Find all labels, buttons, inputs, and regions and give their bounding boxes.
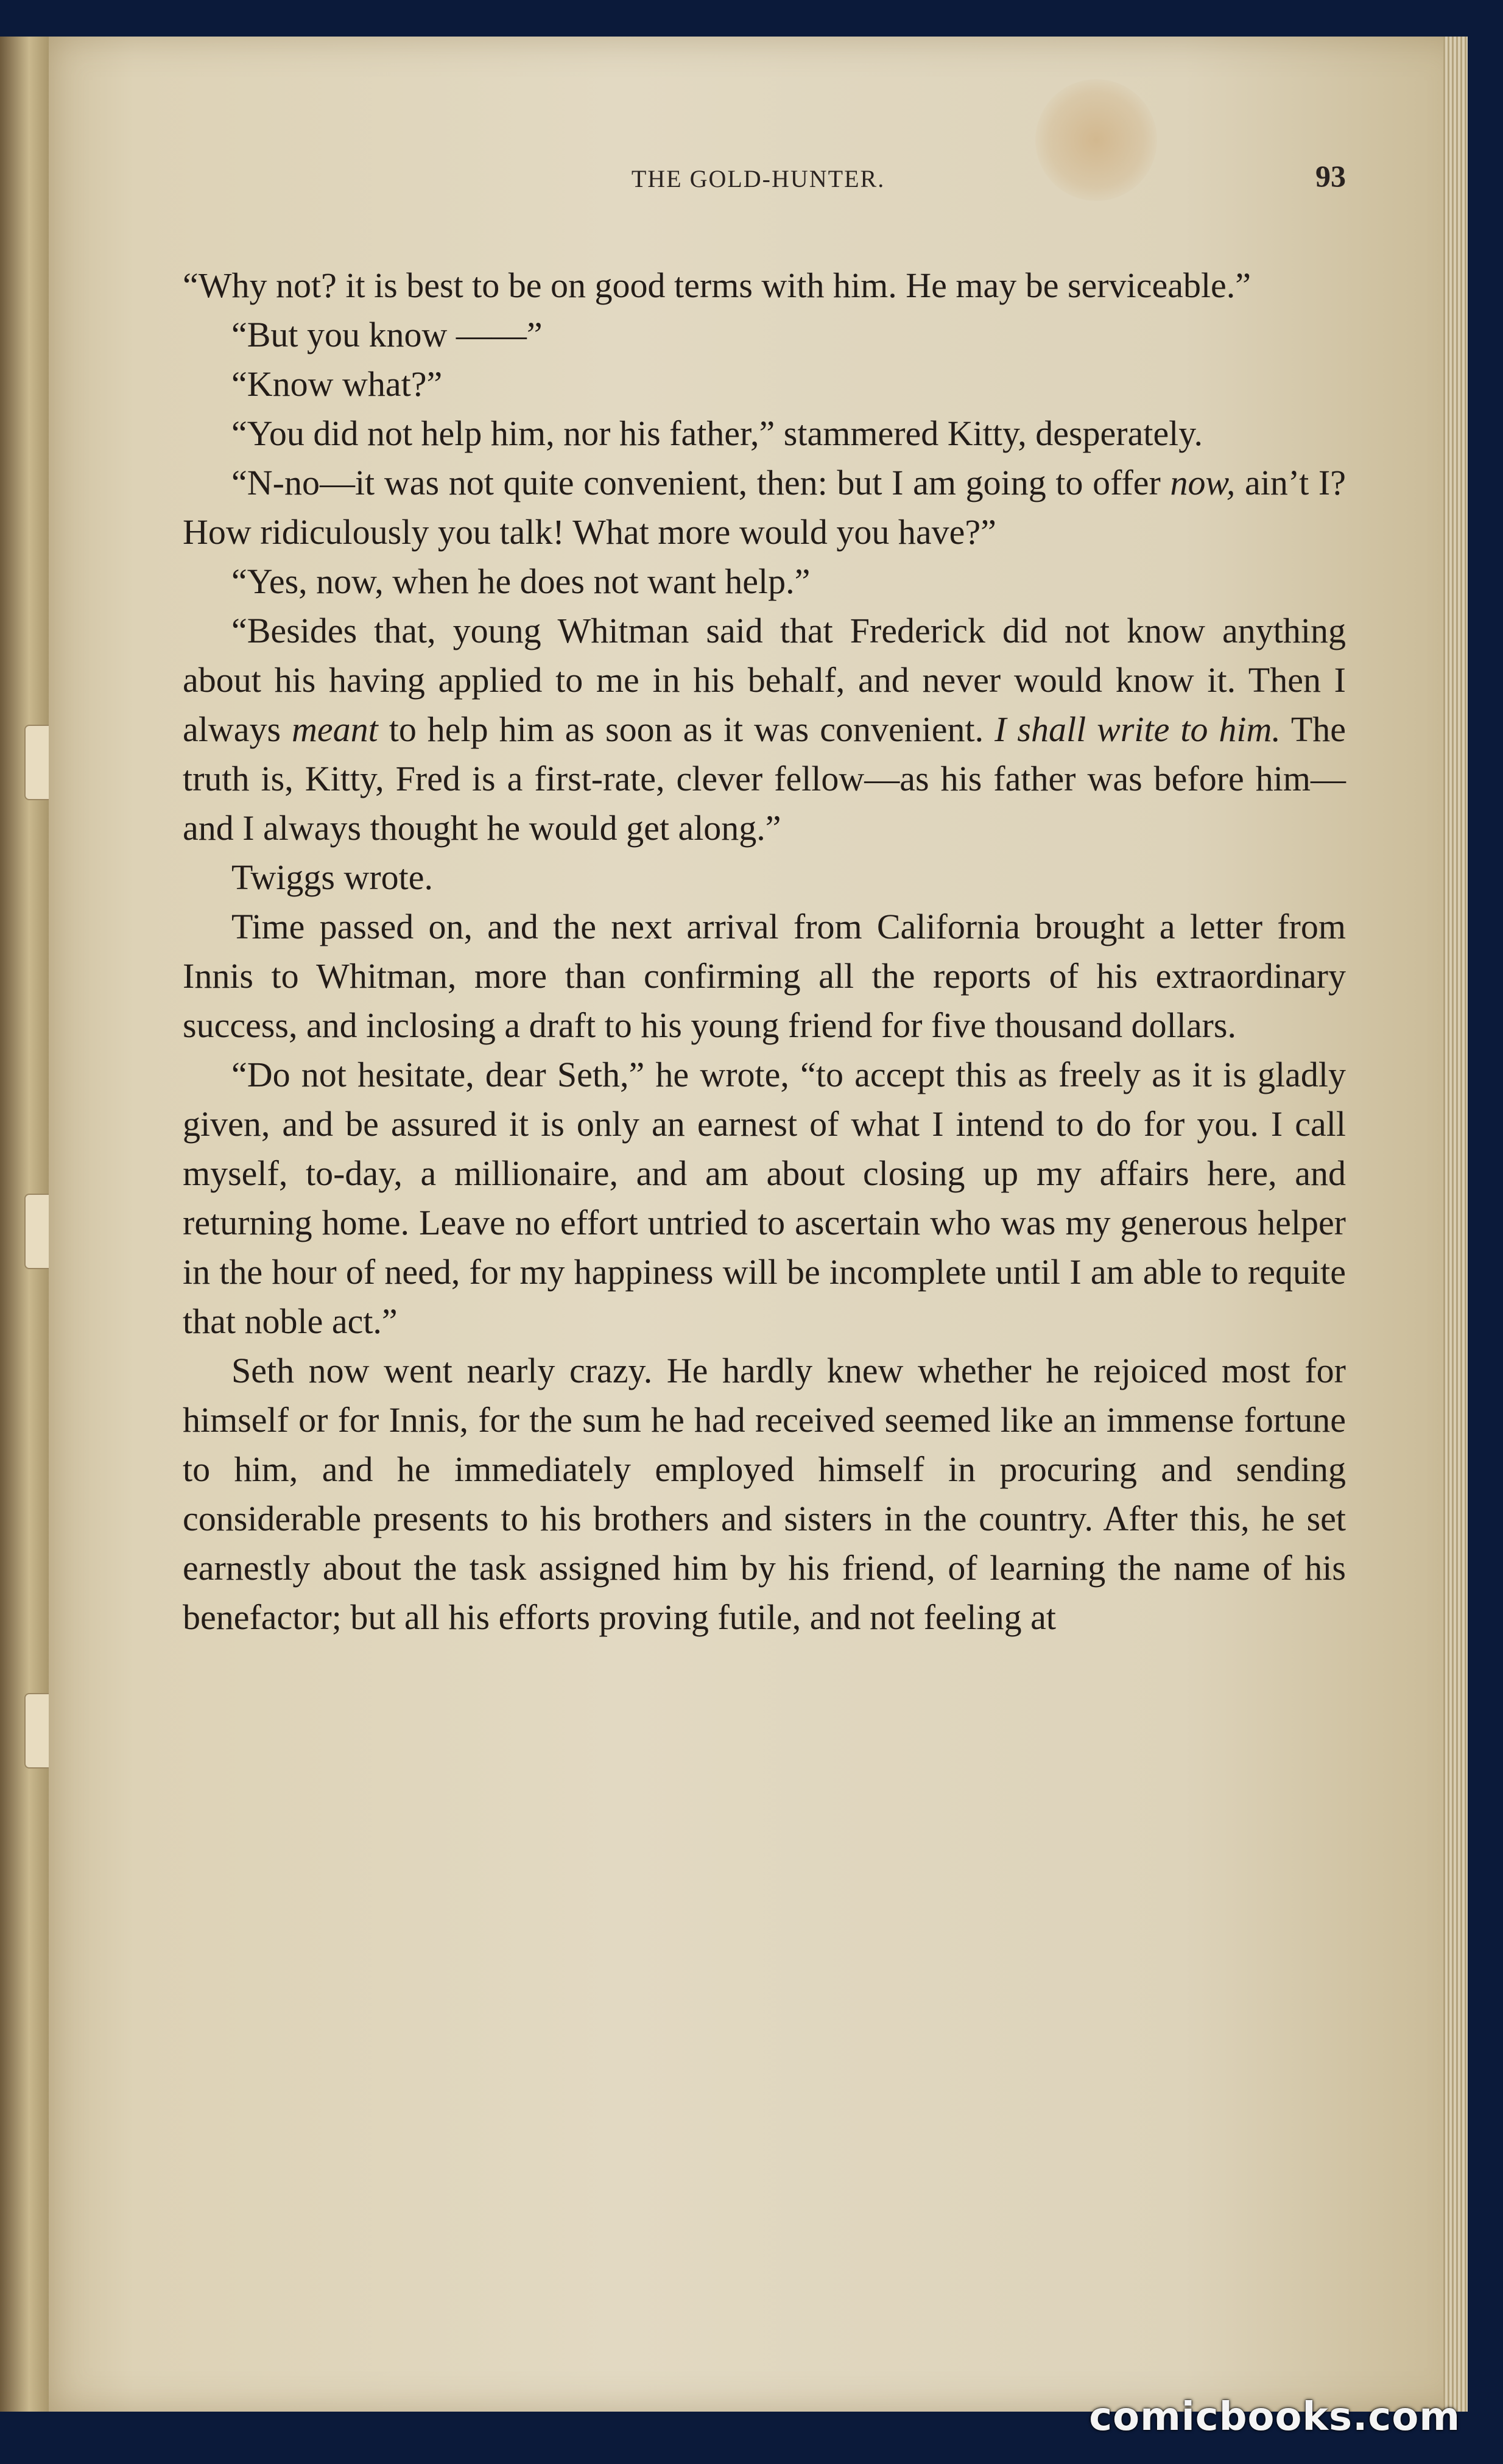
italic-text: meant: [292, 709, 378, 749]
body-text: [183, 261, 1346, 1642]
running-title: THE GOLD-HUNTER.: [631, 165, 885, 192]
paragraph: [183, 458, 1346, 557]
text-run: “But you know ——”: [231, 315, 543, 354]
text-run: Time passed on, and the next arrival from California brought a letter from Innis to Whitman, more than confirming all the reports of his extraordinary success, and inclosing a draft to his young friend for five thousand dollars.: [183, 907, 1346, 1045]
watermark-text: comicbooks.com: [1089, 2395, 1460, 2440]
text-run: “N-no—it was not quite convenient, then: but I am going to offer: [231, 463, 1170, 502]
text-run: “You did not help him, nor his father,” stammered Kitty, desperately.: [231, 414, 1203, 453]
paragraph: [183, 1346, 1346, 1642]
italic-text: now,: [1170, 463, 1236, 502]
page-stack-edges: [1443, 37, 1468, 2412]
paragraph: [183, 606, 1346, 853]
paragraph: [183, 409, 1346, 458]
text-run: to help him as soon as it was convenient.: [378, 709, 995, 749]
text-run: “Do not hesitate, dear Seth,” he wrote, “to accept this as freely as it is gladly given, and be assured it is only an earnest of what I intend to do for you. I call myself, to-day, a millionaire, and am about closing up my affairs here, and returning home. Leave no effort untried to ascertain who was my generous helper in the hour of need, for my happiness will be incomplete until I am able to requite that noble act.”: [183, 1055, 1346, 1341]
paragraph: [183, 1050, 1346, 1346]
text-run: The truth is, Kitty, Fred is a first-rate, clever fellow—as his father was before him—and I always thought he would get along.”: [183, 709, 1346, 848]
text-run: “Besides that, young Whitman said that Frederick did not know anything about his having applied to me in his behalf, and never would know it. Then I always: [183, 611, 1346, 749]
paragraph: [183, 261, 1346, 310]
paragraph: [183, 359, 1346, 409]
paragraph: [183, 310, 1346, 359]
text-run: “Know what?”: [231, 364, 443, 404]
text-run: “Why not? it is best to be on good terms with him. He may be serviceable.”: [183, 266, 1251, 305]
book-page: [49, 37, 1468, 2412]
paragraph: [183, 853, 1346, 902]
page-number: 93: [1315, 159, 1346, 193]
text-run: Twiggs wrote.: [231, 857, 434, 897]
text-run: Seth now went nearly crazy. He hardly knew whether he rejoiced most for himself or for Innis, for the sum he had received seemed like an immense fortune to him, and he immediately employed himself in procuring and sending considerable presents to his brothers and sisters in the country. After this, he set earnestly about the task assigned him by his friend, of learning the name of his benefactor; but all his efforts proving futile, and not feeling at: [183, 1351, 1346, 1637]
italic-text: I shall write to him.: [994, 709, 1281, 749]
paragraph: [183, 557, 1346, 606]
text-run: ain’t I? How ridiculously you talk! What more would you have?”: [183, 463, 1346, 552]
text-run: “Yes, now, when he does not want help.”: [231, 561, 811, 601]
paragraph: [183, 902, 1346, 1050]
